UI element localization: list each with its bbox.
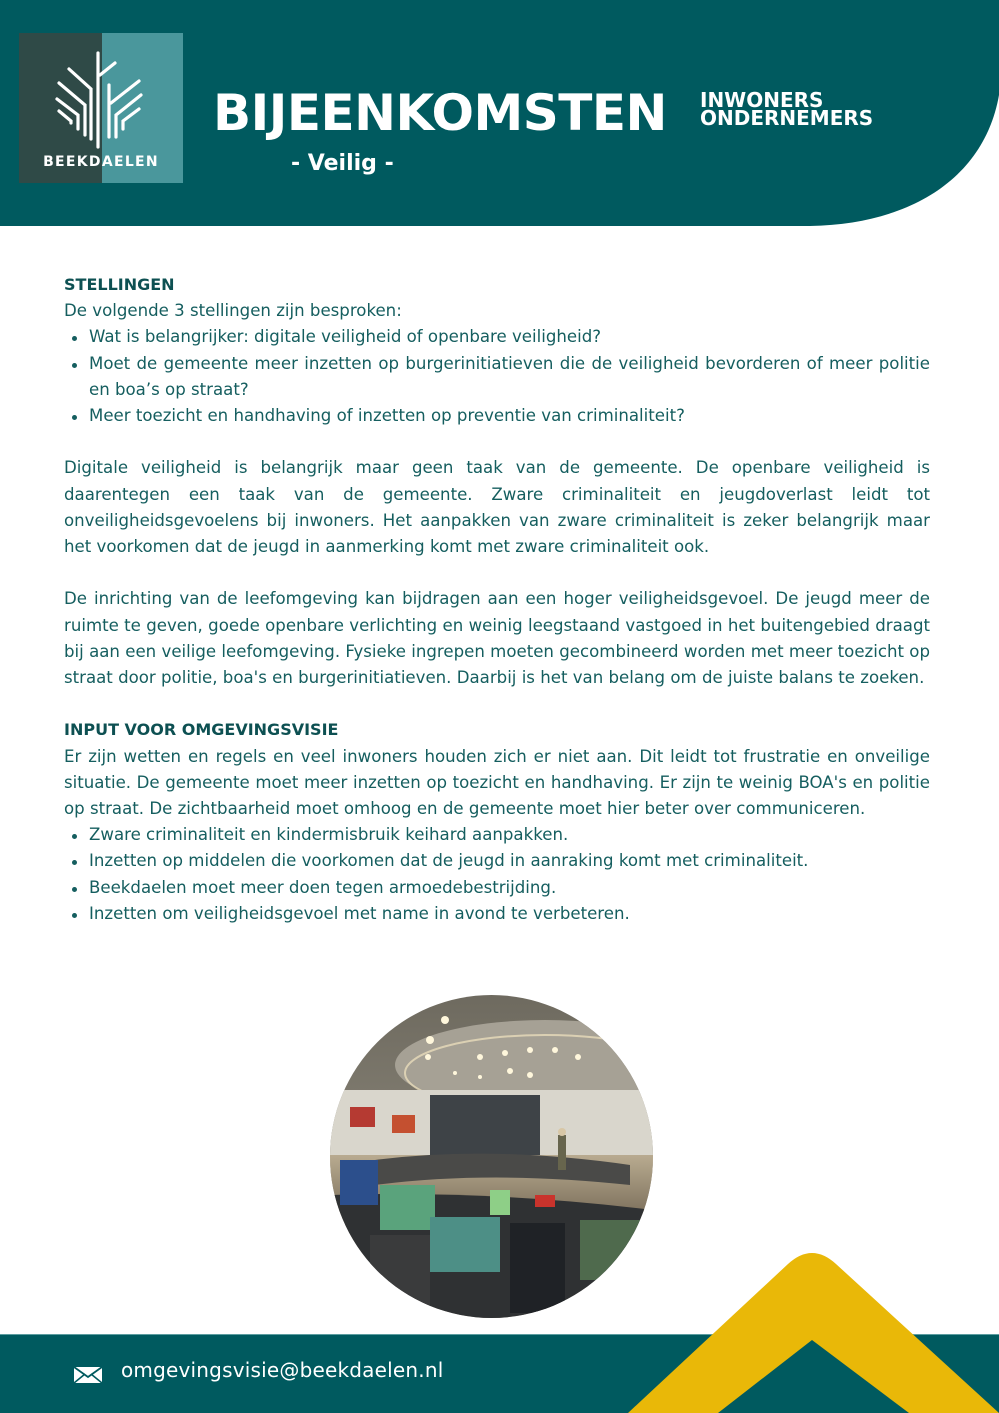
meeting-photo [330,995,653,1318]
paragraph: De inrichting van de leefomgeving kan bijdragen aan een hoger veiligheidsgevoel. De jeugd meer de ruimte te geven, goede openbare verlichting en weinig leegstaand vastgoed in het buitengebied draagt bij aan een veilige leefomgeving. Fysieke ingrepen moeten gecombineerd worden met meer toezicht op straat door politie, boa's en burgerinitiatieven. Daarbij is het van belang om de juiste balans te zoeken. [64,589,930,688]
email-link[interactable]: omgevingsvisie@beekdaelen.nl [121,1358,444,1382]
list-item: Inzetten om veiligheidsgevoel met name in avond te verbeteren. [64,901,930,927]
chevron-up-decoration-icon [620,1240,999,1413]
meeting-room-image [330,995,653,1318]
paragraph: Er zijn wetten en regels en veel inwoners houden zich er niet aan. Dit leidt tot frustratie en onveilige situatie. De gemeente moet meer inzetten op toezicht en handhaving. Er zijn te weinig BOA's en politie op straat. De zichtbaarheid moet omhoog en de gemeente moet hier beter over communiceren. [64,746,930,819]
spacer [64,429,930,455]
list-item: Inzetten op middelen die voorkomen dat de jeugd in aanraking komt met criminaliteit. [64,848,930,874]
audience-labels [700,88,874,130]
input-list [64,822,930,927]
section-heading-stellingen: STELLINGEN [64,275,175,294]
main-content [64,272,930,927]
spacer [64,560,930,586]
spacer [64,691,930,717]
topic-subtitle: - Veilig - [291,151,394,176]
beekdaelen-logo [19,33,183,183]
logo-wordmark: BEEKDAELEN [43,154,159,170]
audience-inwoners: INWONERS [700,88,824,112]
stellingen-intro: De volgende 3 stellingen zijn besproken: [64,301,402,321]
tree-icon [53,49,149,151]
list-item: Moet de gemeente meer inzetten op burgerinitiatieven die de veiligheid bevorderen of meer politie en boa’s op straat? [64,351,930,403]
page-title: BIJEENKOMSTEN [213,84,667,142]
mail-icon [74,1367,102,1383]
list-item: Wat is belangrijker: digitale veiligheid of openbare veiligheid? [64,324,930,350]
list-item: Meer toezicht en handhaving of inzetten op preventie van criminaliteit? [64,403,930,429]
audience-ondernemers: ONDERNEMERS [700,106,874,130]
section-heading-input: INPUT VOOR OMGEVINGSVISIE [64,720,339,740]
stellingen-list [64,324,930,429]
list-item: Beekdaelen moet meer doen tegen armoedebestrijding. [64,875,930,901]
list-item: Zware criminaliteit en kindermisbruik keihard aanpakken. [64,822,930,848]
paragraph: Digitale veiligheid is belangrijk maar geen taak van de gemeente. De openbare veiligheid is daarentegen een taak van de gemeente. Zware criminaliteit en jeugdoverlast leidt tot onveiligheidsgevoelens bij inwoners. Het aanpakken van zware criminaliteit is zeker belangrijk maar het voorkomen dat de jeugd in aanmerking komt met zware criminaliteit ook. [64,458,930,557]
